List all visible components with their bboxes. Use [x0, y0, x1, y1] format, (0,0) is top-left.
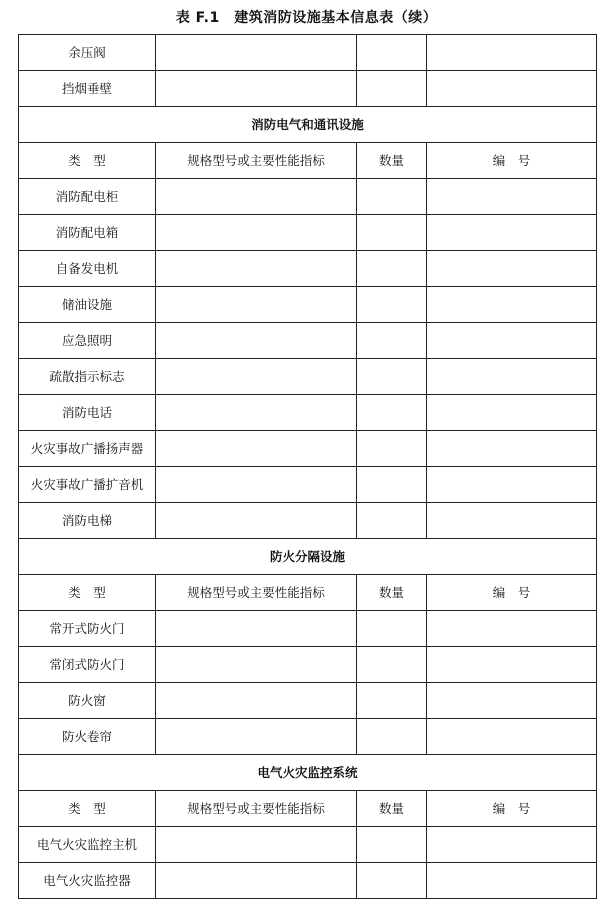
- column-header-row: [19, 575, 597, 611]
- facility-type-cell: 火灾事故广播扬声器: [19, 431, 156, 467]
- facility-type-cell: 电气火灾监控主机: [19, 827, 156, 863]
- table-row: [19, 611, 597, 647]
- section-title-row: [19, 107, 597, 143]
- id-number-cell: [427, 719, 597, 755]
- table-row: [19, 719, 597, 755]
- id-number-cell: [427, 251, 597, 287]
- column-header: 类 型: [19, 575, 156, 611]
- facility-type-cell: 防火窗: [19, 683, 156, 719]
- table-row: [19, 35, 597, 71]
- spec-cell: [156, 323, 357, 359]
- spec-cell: [156, 395, 357, 431]
- quantity-cell: [357, 251, 427, 287]
- table-row: [19, 503, 597, 539]
- column-header: 数量: [357, 791, 427, 827]
- id-number-cell: [427, 467, 597, 503]
- section-title-row: [19, 755, 597, 791]
- quantity-cell: [357, 611, 427, 647]
- id-number-cell: [427, 287, 597, 323]
- quantity-cell: [357, 395, 427, 431]
- table-row: [19, 467, 597, 503]
- spec-cell: [156, 719, 357, 755]
- spec-cell: [156, 467, 357, 503]
- column-header: 数量: [357, 143, 427, 179]
- facility-type-cell: 消防电话: [19, 395, 156, 431]
- table-row: [19, 71, 597, 107]
- spec-cell: [156, 611, 357, 647]
- id-number-cell: [427, 863, 597, 899]
- id-number-cell: [427, 611, 597, 647]
- spec-cell: [156, 179, 357, 215]
- column-header: 数量: [357, 575, 427, 611]
- id-number-cell: [427, 179, 597, 215]
- quantity-cell: [357, 359, 427, 395]
- quantity-cell: [357, 719, 427, 755]
- id-number-cell: [427, 647, 597, 683]
- facility-type-cell: 消防配电柜: [19, 179, 156, 215]
- quantity-cell: [357, 863, 427, 899]
- id-number-cell: [427, 35, 597, 71]
- column-header: 编 号: [427, 575, 597, 611]
- facility-type-cell: 储油设施: [19, 287, 156, 323]
- table-row: [19, 323, 597, 359]
- table-row: [19, 431, 597, 467]
- facility-type-cell: 电气火灾监控器: [19, 863, 156, 899]
- table-body: [19, 35, 597, 899]
- table-row: [19, 251, 597, 287]
- id-number-cell: [427, 323, 597, 359]
- table-caption: 表 F.1 建筑消防设施基本信息表（续）: [175, 10, 438, 26]
- quantity-cell: [357, 503, 427, 539]
- quantity-cell: [357, 827, 427, 863]
- column-header-row: [19, 143, 597, 179]
- spec-cell: [156, 71, 357, 107]
- quantity-cell: [357, 467, 427, 503]
- column-header: 编 号: [427, 143, 597, 179]
- facility-type-cell: 常闭式防火门: [19, 647, 156, 683]
- column-header: 编 号: [427, 791, 597, 827]
- column-header: 规格型号或主要性能指标: [156, 575, 357, 611]
- spec-cell: [156, 827, 357, 863]
- section-title-row: [19, 539, 597, 575]
- spec-cell: [156, 431, 357, 467]
- table-row: [19, 359, 597, 395]
- column-header-row: [19, 791, 597, 827]
- spec-cell: [156, 251, 357, 287]
- table-row: [19, 647, 597, 683]
- id-number-cell: [427, 395, 597, 431]
- spec-cell: [156, 35, 357, 71]
- quantity-cell: [357, 323, 427, 359]
- facility-type-cell: 火灾事故广播扩音机: [19, 467, 156, 503]
- facility-type-cell: 防火卷帘: [19, 719, 156, 755]
- column-header: 规格型号或主要性能指标: [156, 143, 357, 179]
- quantity-cell: [357, 431, 427, 467]
- id-number-cell: [427, 503, 597, 539]
- facility-info-table: [18, 34, 597, 899]
- section-title: 消防电气和通讯设施: [19, 107, 597, 143]
- table-row: [19, 683, 597, 719]
- facility-type-cell: 疏散指示标志: [19, 359, 156, 395]
- quantity-cell: [357, 683, 427, 719]
- facility-type-cell: 常开式防火门: [19, 611, 156, 647]
- id-number-cell: [427, 359, 597, 395]
- table-row: [19, 179, 597, 215]
- quantity-cell: [357, 215, 427, 251]
- quantity-cell: [357, 179, 427, 215]
- spec-cell: [156, 683, 357, 719]
- facility-type-cell: 消防配电箱: [19, 215, 156, 251]
- quantity-cell: [357, 287, 427, 323]
- table-row: [19, 827, 597, 863]
- facility-type-cell: 消防电梯: [19, 503, 156, 539]
- id-number-cell: [427, 215, 597, 251]
- spec-cell: [156, 863, 357, 899]
- table-row: [19, 215, 597, 251]
- column-header: 规格型号或主要性能指标: [156, 791, 357, 827]
- spec-cell: [156, 647, 357, 683]
- quantity-cell: [357, 647, 427, 683]
- column-header: 类 型: [19, 143, 156, 179]
- table-row: [19, 395, 597, 431]
- id-number-cell: [427, 683, 597, 719]
- section-title: 电气火灾监控系统: [19, 755, 597, 791]
- table-row: [19, 863, 597, 899]
- id-number-cell: [427, 431, 597, 467]
- id-number-cell: [427, 71, 597, 107]
- spec-cell: [156, 503, 357, 539]
- facility-type-cell: 余压阀: [19, 35, 156, 71]
- facility-type-cell: 挡烟垂壁: [19, 71, 156, 107]
- facility-type-cell: 自备发电机: [19, 251, 156, 287]
- table-row: [19, 287, 597, 323]
- spec-cell: [156, 287, 357, 323]
- spec-cell: [156, 215, 357, 251]
- column-header: 类 型: [19, 791, 156, 827]
- id-number-cell: [427, 827, 597, 863]
- spec-cell: [156, 359, 357, 395]
- section-title: 防火分隔设施: [19, 539, 597, 575]
- quantity-cell: [357, 35, 427, 71]
- quantity-cell: [357, 71, 427, 107]
- facility-type-cell: 应急照明: [19, 323, 156, 359]
